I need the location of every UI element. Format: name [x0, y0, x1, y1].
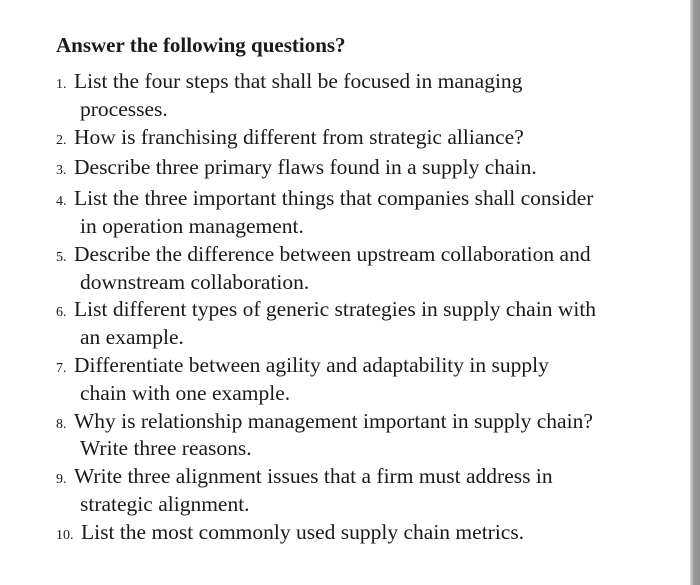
question-text — [71, 463, 676, 519]
question-line: downstream collaboration. — [80, 269, 310, 294]
page-title: Answer the following questions? — [56, 33, 346, 57]
question-line: strategic alignment. — [80, 491, 250, 516]
page-edge-shadow — [690, 0, 700, 585]
question-line: How is franchising different from strategic alliance? — [74, 124, 524, 149]
question-line: Why is relationship management important in supply chain? — [74, 408, 593, 433]
question-line: Write three reasons. — [80, 436, 252, 461]
question-number: 5. — [56, 249, 67, 265]
question-text — [71, 185, 676, 241]
question-text — [71, 124, 676, 152]
question-number: 9. — [56, 472, 67, 488]
question-line: List the most commonly used supply chain metrics. — [81, 519, 525, 544]
question-item — [56, 68, 676, 124]
question-number: 2. — [56, 132, 67, 148]
question-item — [56, 519, 676, 550]
question-text — [78, 519, 676, 547]
question-line: Describe the difference between upstream collaboration and — [74, 241, 591, 266]
question-number: 4. — [56, 194, 67, 210]
question-item — [56, 296, 676, 352]
question-line: chain with one example. — [80, 380, 291, 405]
question-list — [56, 68, 676, 550]
question-number: 7. — [56, 360, 67, 376]
question-line: List different types of generic strategies in supply chain with — [74, 297, 597, 322]
question-number: 8. — [56, 416, 67, 432]
question-number: 3. — [56, 163, 67, 179]
question-item — [56, 154, 676, 185]
question-item — [56, 124, 676, 155]
question-line: Write three alignment issues that a firm must address in — [74, 464, 553, 489]
question-item — [56, 463, 676, 519]
question-line: Describe three primary flaws found in a supply chain. — [74, 155, 537, 180]
question-text — [71, 154, 676, 182]
question-number: 6. — [56, 305, 67, 321]
question-text — [71, 68, 676, 124]
question-item — [56, 352, 676, 408]
question-line: in operation management. — [80, 213, 304, 238]
question-line: List the three important things that companies shall consider — [74, 186, 594, 211]
question-number: 1. — [56, 77, 67, 92]
question-item — [56, 241, 676, 297]
question-line: processes. — [80, 96, 168, 121]
question-document — [56, 30, 676, 550]
question-item — [56, 185, 676, 241]
question-text — [71, 241, 676, 297]
question-line: Differentiate between agility and adaptability in supply — [74, 352, 549, 377]
question-text — [71, 296, 676, 352]
question-line: List the four steps that shall be focused in managing — [74, 69, 523, 93]
question-number: 10. — [56, 527, 74, 543]
question-line: an example. — [80, 325, 184, 350]
question-item — [56, 408, 676, 464]
question-text — [71, 408, 676, 464]
question-text — [71, 352, 676, 408]
